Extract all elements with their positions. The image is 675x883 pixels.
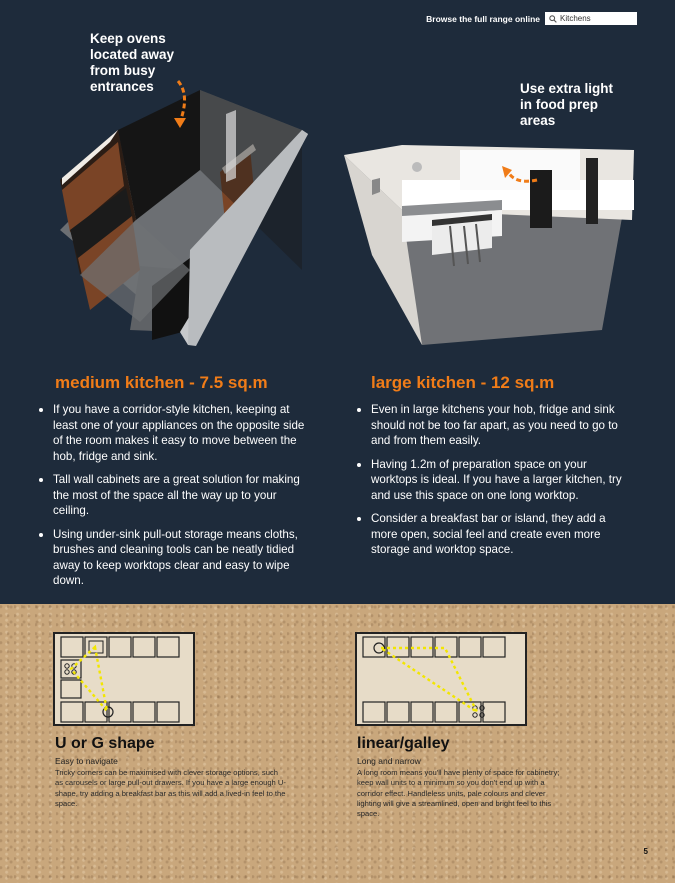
galley-description: A long room means you'll have plenty of space for cabinetry; keep wall units to a minimum so you don't end up with a corridor effect. Handleless units, pale colours and clever lighting will give a streamlined, open and bright feel to this space.	[357, 768, 560, 819]
browse-label: Browse the full range online	[426, 13, 540, 24]
bullet-item: Having 1.2m of preparation space on your worktops is ideal. If you have a larger kitchen, try and use this space on one long worktop.	[355, 457, 635, 504]
u-shape-subtitle: Easy to navigate	[55, 756, 118, 766]
callout-line: in food prep	[520, 97, 598, 112]
callout-line: areas	[520, 113, 556, 128]
bullet-item: Even in large kitchens your hob, fridge and sink should not be too far apart, as you need to go to and from them easily.	[355, 402, 635, 449]
large-kitchen-bullets	[355, 402, 635, 566]
search-box[interactable]	[545, 12, 637, 25]
bullet-item: If you have a corridor-style kitchen, keeping at least one of your appliances on the opposite side of the room makes it easy to move between the hob, fridge and sink.	[37, 402, 313, 464]
galley-title: linear/galley	[357, 735, 450, 752]
u-shape-title: U or G shape	[55, 735, 155, 752]
large-kitchen-heading: large kitchen - 12 sq.m	[371, 373, 555, 392]
callout-line: from busy	[90, 63, 156, 78]
callout-line: entrances	[90, 79, 154, 94]
page-number: 5	[643, 847, 648, 856]
large-callout	[520, 81, 613, 129]
medium-kitchen-heading: medium kitchen - 7.5 sq.m	[55, 373, 268, 392]
search-icon	[549, 15, 557, 23]
bottom-section	[0, 604, 675, 883]
medium-kitchen-bullets	[37, 402, 313, 597]
u-shape-floorplan	[53, 632, 195, 726]
callout-line: Keep ovens	[90, 31, 166, 46]
galley-subtitle: Long and narrow	[357, 756, 421, 766]
medium-kitchen-render	[40, 70, 310, 350]
bullet-item: Using under-sink pull-out storage means cloths, brushes and cleaning tools can be neatly tidied away to keep worktops clear and easy to wipe down.	[37, 527, 313, 589]
search-input[interactable]	[560, 14, 636, 23]
bullet-item: Consider a breakfast bar or island, they add a more open, social feel and create even more storage and worktop space.	[355, 511, 635, 558]
u-shape-description: Tricky corners can be maximised with clever storage options, such as carousels or large pull-out drawers. If you have a large enough U-shape, try adding a breakfast bar as this will add a lived-in feel to the space.	[55, 768, 286, 808]
callout-line: Use extra light	[520, 81, 614, 96]
galley-floorplan	[355, 632, 527, 726]
large-kitchen-render	[342, 140, 642, 350]
bullet-item: Tall wall cabinets are a great solution for making the most of the space all the way up to your ceiling.	[37, 472, 313, 519]
callout-line: located away	[90, 47, 175, 62]
browse-bar	[426, 12, 637, 25]
